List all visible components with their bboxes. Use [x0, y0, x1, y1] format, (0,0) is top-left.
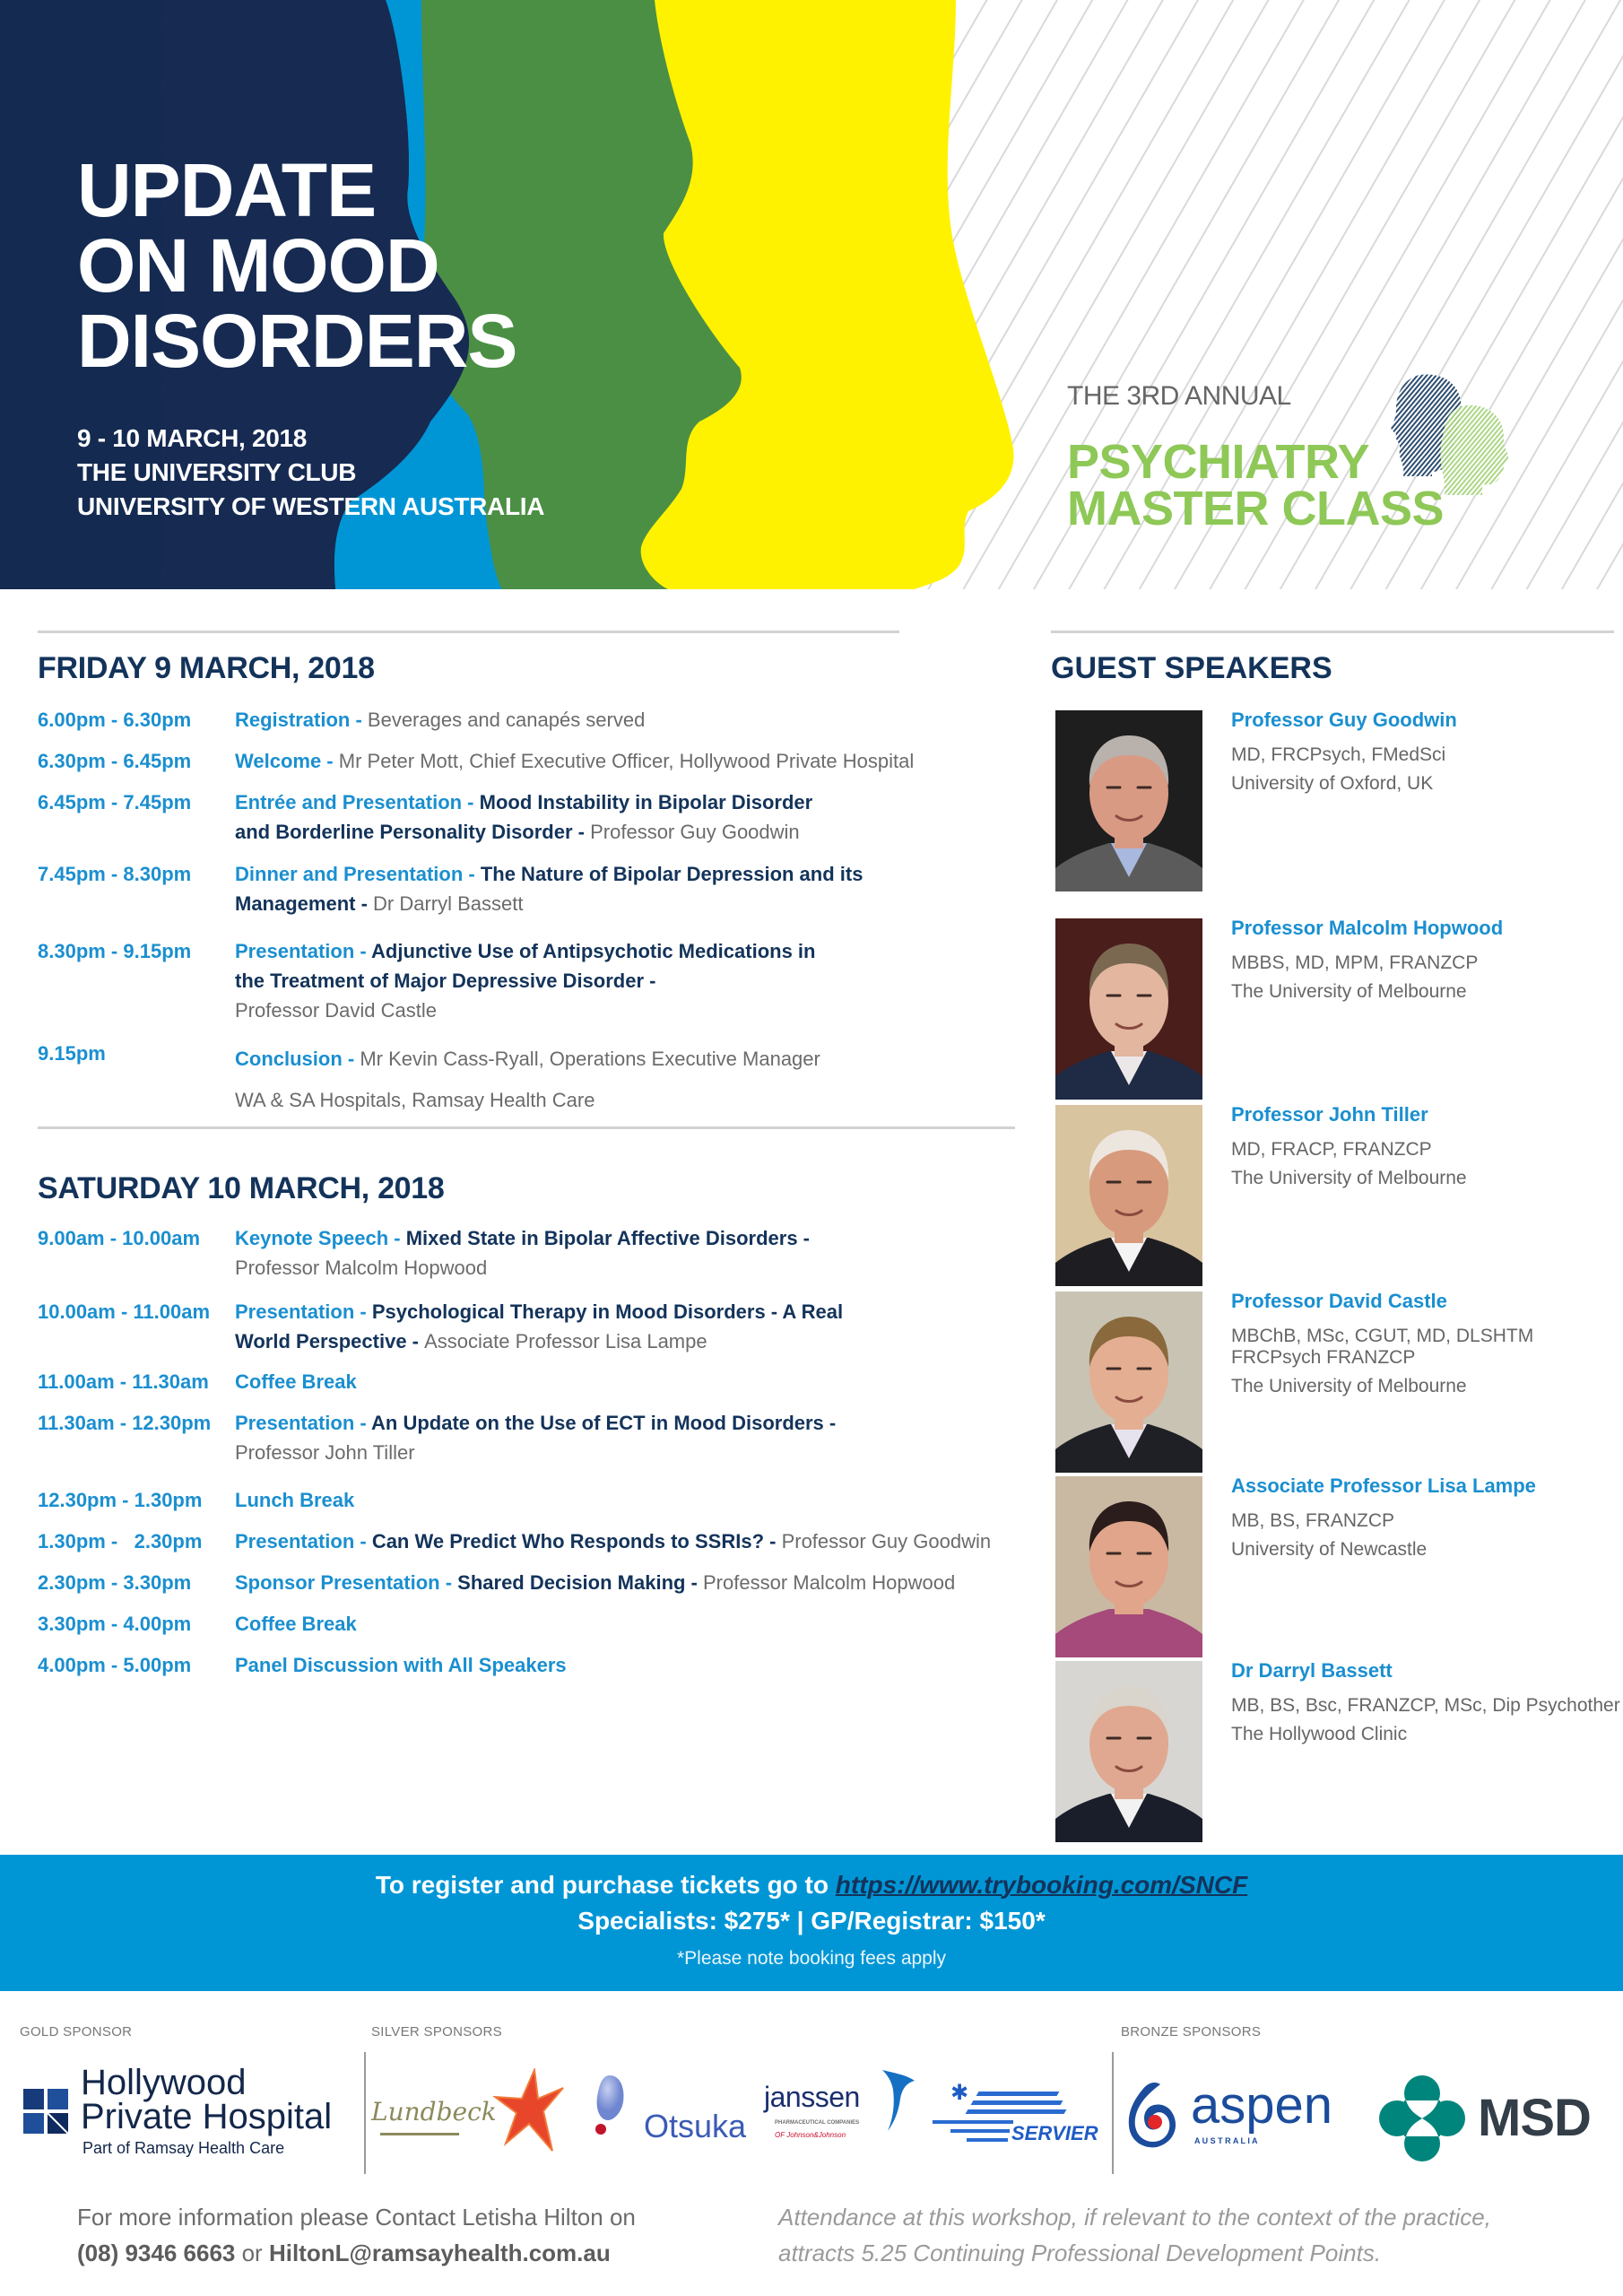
hollywood-window-icon [23, 2089, 68, 2134]
time-slot: 10.00am - 11.00am [38, 1300, 211, 1323]
hollywood-line: Hollywood [81, 2063, 247, 2102]
contact-email[interactable]: HiltonL@ramsayhealth.com.au [268, 2239, 611, 2266]
session-speaker-org: WA & SA Hospitals, Ramsay Health Care [235, 1089, 595, 1111]
speaker-photo [1055, 1661, 1202, 1842]
session-speaker: Beverages and canapés served [367, 709, 646, 731]
schedule-row [38, 859, 1033, 936]
saturday-heading: SATURDAY 10 MARCH, 2018 [38, 1171, 445, 1205]
session-category: Lunch Break [235, 1489, 355, 1511]
portrait-placeholder-icon [1055, 1292, 1202, 1473]
portrait-placeholder-icon [1055, 1476, 1202, 1657]
masterclass-kicker: THE 3RD ANNUAL [1067, 381, 1291, 411]
speaker-name: Professor David Castle [1231, 1290, 1447, 1312]
session-category: Registration - [235, 709, 368, 731]
session-description [235, 746, 1033, 787]
silver-sponsor-label: SILVER SPONSORS [371, 2024, 502, 2039]
speaker-info [1231, 1661, 1623, 1745]
session-description [235, 1223, 845, 1297]
schedule-row [38, 1650, 1033, 1692]
speaker-info [1231, 1476, 1623, 1561]
register-text: To register and purchase tickets go to [375, 1871, 836, 1899]
servier-wordmark: SERVIER [1011, 2122, 1098, 2144]
lundbeck-underline [380, 2133, 459, 2135]
saturday-schedule [38, 1223, 1033, 1692]
speaker-credentials: MB, BS, FRANZCP [1231, 1510, 1395, 1531]
session-description [235, 859, 881, 936]
msd-logo [1379, 2075, 1612, 2165]
session-category: Coffee Break [235, 1613, 357, 1635]
time-slot: 8.30pm - 9.15pm [38, 940, 192, 962]
session-topic: An Update on the Use of ECT in Mood Disorders - [371, 1412, 837, 1434]
masterclass-title-line: PSYCHIATRY [1067, 435, 1370, 489]
session-category: Welcome - [235, 750, 339, 772]
session-topic: Adjunctive Use of Antipsychotic Medications in the Treatment of Major Depressive Disorder - [235, 940, 816, 992]
booking-link[interactable]: https://www.trybooking.com/SNCF [835, 1871, 1248, 1899]
session-topic: Shared Decision Making - [457, 1571, 703, 1594]
session-category: Coffee Break [235, 1370, 357, 1393]
speaker-institution: The University of Melbourne [1231, 1168, 1467, 1188]
session-category: Panel Discussion with All Speakers [235, 1654, 567, 1676]
booking-fee-note: *Please note booking fees apply [676, 1948, 947, 1969]
janssen-swoosh-icon [881, 2068, 916, 2133]
schedule-row [38, 1039, 1033, 1110]
session-category: Keynote Speech - [235, 1227, 406, 1249]
session-category: Presentation - [235, 1300, 372, 1323]
session-speaker: Mr Peter Mott, Chief Executive Officer, Hollywood Private Hospital [338, 750, 915, 772]
title-line: UPDATE [77, 148, 377, 232]
lundbeck-logo [371, 2079, 497, 2144]
session-speaker: Associate Professor Lisa Lampe [424, 1330, 707, 1352]
session-category: Presentation - [235, 1412, 371, 1434]
contact-phone[interactable]: (08) 9346 6663 [77, 2239, 236, 2266]
session-description [235, 705, 1033, 746]
session-category: Presentation - [235, 1530, 372, 1552]
session-description [235, 1039, 1033, 1110]
friday-schedule [38, 705, 1033, 1110]
aspen-australia-logo [1124, 2076, 1340, 2151]
day-divider [38, 1126, 1015, 1129]
speaker-info [1231, 710, 1623, 795]
schedule-top-divider [38, 631, 899, 633]
schedule-row [38, 1223, 1033, 1297]
hollywood-line: Private Hospital [81, 2097, 333, 2136]
speaker-info [1231, 918, 1623, 1003]
title-line: ON MOOD [77, 223, 439, 308]
otsuka-wordmark: Otsuka [644, 2108, 747, 2144]
time-slot: 4.00pm - 5.00pm [38, 1654, 192, 1676]
schedule-row [38, 746, 1033, 787]
servier-logo [933, 2081, 1098, 2154]
time-slot: 11.00am - 11.30am [38, 1370, 209, 1393]
speaker-name: Professor Malcolm Hopwood [1231, 917, 1504, 939]
session-category: Sponsor Presentation - [235, 1571, 458, 1594]
session-speaker: Professor Guy Goodwin [781, 1530, 992, 1552]
hollywood-private-hospital-logo [23, 2063, 346, 2164]
portrait-placeholder-icon [1055, 1661, 1202, 1842]
session-topic: The Nature of Bipolar Depression and its Management - [235, 863, 864, 915]
event-institution: UNIVERSITY OF WESTERN AUSTRALIA [77, 492, 545, 520]
time-slot: 6.30pm - 6.45pm [38, 750, 192, 772]
gold-sponsor-label: GOLD SPONSOR [20, 2024, 133, 2039]
title-line: DISORDERS [77, 299, 517, 383]
speaker-credentials: MD, FRCPsych, FMedSci [1231, 744, 1446, 765]
session-description [235, 1408, 854, 1485]
janssen-parent: OF Johnson&Johnson [775, 2131, 846, 2139]
portrait-placeholder-icon [1055, 710, 1202, 891]
session-description [235, 1485, 1033, 1526]
session-description [235, 1367, 1033, 1408]
schedule-row [38, 1568, 1033, 1609]
starfish-logo-icon [493, 2068, 565, 2154]
speaker-photo [1055, 918, 1202, 1100]
session-category: Presentation - [235, 940, 371, 962]
ticket-prices: Specialists: $275* | GP/Registrar: $150* [577, 1907, 1046, 1935]
session-category: Conclusion - [235, 1048, 360, 1070]
hollywood-name [81, 2063, 333, 2136]
speaker-photo [1055, 1476, 1202, 1657]
contact-details [77, 2235, 636, 2271]
event-date: 9 - 10 MARCH, 2018 [77, 424, 308, 452]
session-speaker: Professor Malcolm Hopwood [235, 1257, 488, 1279]
speaker-name: Professor Guy Goodwin [1231, 709, 1457, 731]
time-slot: 6.45pm - 7.45pm [38, 791, 192, 813]
guest-speakers-heading: GUEST SPEAKERS [1051, 651, 1332, 685]
speakers-top-divider [1051, 631, 1614, 633]
schedule-row [38, 1609, 1033, 1650]
register-line [0, 1871, 1623, 1900]
msd-emblem-icon [1379, 2075, 1465, 2161]
speaker-photo [1055, 1105, 1202, 1286]
speaker-institution: The Hollywood Clinic [1231, 1724, 1408, 1744]
registration-banner [0, 1855, 1623, 1991]
speaker-name: Dr Darryl Bassett [1231, 1659, 1393, 1682]
session-description [235, 1609, 1033, 1650]
speaker-photo [1055, 710, 1202, 891]
session-description [235, 1568, 1033, 1609]
event-title [77, 148, 517, 383]
session-speaker: Mr Kevin Cass-Ryall, Operations Executive Manager [360, 1048, 820, 1070]
schedule-row [38, 705, 1033, 746]
friday-heading: FRIDAY 9 MARCH, 2018 [38, 651, 375, 685]
aspen-country: A U S T R A L I A [1194, 2136, 1258, 2145]
session-speaker: Professor Guy Goodwin [590, 821, 800, 843]
time-slot: 11.30am - 12.30pm [38, 1412, 212, 1434]
contact-info [77, 2199, 636, 2271]
session-description [235, 936, 827, 1039]
speaker-credentials: MBBS, MD, MPM, FRANZCP [1231, 952, 1479, 973]
session-topic: Psychological Therapy in Mood Disorders - A Real World Perspective - [235, 1300, 844, 1352]
session-description [235, 1297, 854, 1367]
session-category: Dinner and Presentation - [235, 863, 481, 885]
otsuka-drop-icon [592, 2075, 628, 2136]
speaker-name: Professor John Tiller [1231, 1103, 1428, 1126]
lundbeck-wordmark: Lundbeck [371, 2097, 497, 2126]
session-topic: Can We Predict Who Responds to SSRIs? - [371, 1530, 782, 1552]
schedule-row [38, 1297, 1033, 1367]
time-slot: 6.00pm - 6.30pm [38, 709, 192, 731]
sponsor-divider [364, 2052, 366, 2174]
speaker-name: Associate Professor Lisa Lampe [1231, 1474, 1536, 1497]
schedule-row [38, 1408, 1033, 1485]
speaker-institution: University of Oxford, UK [1231, 773, 1434, 794]
time-slot: 9.15pm [38, 1042, 106, 1065]
event-details [77, 422, 544, 524]
speaker-info [1231, 1292, 1623, 1397]
speaker-photo [1055, 1292, 1202, 1473]
speaker-institution: University of Newcastle [1231, 1539, 1428, 1560]
schedule-row [38, 1367, 1033, 1408]
cpd-points-note [778, 2199, 1491, 2271]
cpd-line: Attendance at this workshop, if relevant to the context of the practice, [778, 2204, 1491, 2231]
contact-or: or [235, 2239, 269, 2266]
speaker-credentials: MB, BS, Bsc, FRANZCP, MSc, Dip Psychother [1231, 1695, 1620, 1716]
time-slot: 1.30pm - 2.30pm [38, 1530, 203, 1552]
session-category: Entrée and Presentation - [235, 791, 480, 813]
time-slot: 7.45pm - 8.30pm [38, 863, 192, 885]
hero-banner [0, 0, 1623, 589]
session-topic: Mixed State in Bipolar Affective Disorders - [405, 1227, 811, 1249]
schedule-row [38, 1526, 1033, 1568]
otsuka-logo [592, 2075, 753, 2147]
bronze-sponsor-label: BRONZE SPONSORS [1121, 2024, 1262, 2039]
speaker-info [1231, 1105, 1623, 1189]
portrait-placeholder-icon [1055, 918, 1202, 1100]
janssen-logo [764, 2068, 916, 2158]
session-speaker: Dr Darryl Bassett [373, 892, 524, 915]
schedule-row [38, 1485, 1033, 1526]
session-topic: Mood Instability in Bipolar Disorder and Borderline Personality Disorder - [235, 791, 813, 843]
janssen-subtitle: PHARMACEUTICAL COMPANIES [775, 2120, 860, 2126]
aspen-swirl-icon [1124, 2079, 1180, 2151]
janssen-wordmark: janssen [764, 2081, 860, 2113]
time-slot: 12.30pm - 1.30pm [38, 1489, 203, 1511]
hollywood-subline: Part of Ramsay Health Care [82, 2139, 285, 2157]
session-speaker: Professor John Tiller [235, 1441, 415, 1464]
portrait-placeholder-icon [1055, 1105, 1202, 1286]
time-slot: 3.30pm - 4.00pm [38, 1613, 192, 1635]
session-description [235, 1526, 1033, 1568]
schedule-row [38, 936, 1033, 1039]
event-venue: THE UNIVERSITY CLUB [77, 458, 357, 486]
speaker-institution: The University of Melbourne [1231, 1376, 1467, 1396]
speaker-credentials: MBChB, MSc, CGUT, MD, DLSHTM FRCPsych FRANZCP [1231, 1326, 1534, 1368]
schedule-row [38, 787, 1033, 859]
session-description [235, 1650, 1033, 1692]
time-slot: 9.00am - 10.00am [38, 1227, 201, 1249]
cpd-line: attracts 5.25 Continuing Professional Development Points. [778, 2239, 1382, 2266]
session-speaker: Professor Malcolm Hopwood [703, 1571, 956, 1594]
speaker-credentials: MD, FRACP, FRANZCP [1231, 1139, 1432, 1160]
msd-wordmark: MSD [1478, 2089, 1591, 2147]
sponsor-divider [1112, 2052, 1114, 2174]
session-description [235, 787, 827, 859]
speaker-institution: The University of Melbourne [1231, 981, 1467, 1002]
masterclass-title-line: MASTER CLASS [1067, 482, 1445, 535]
contact-text: For more information please Contact Letisha Hilton on [77, 2204, 636, 2231]
servier-star-icon: ✱ [950, 2081, 969, 2105]
time-slot: 2.30pm - 3.30pm [38, 1571, 192, 1594]
session-speaker: Professor David Castle [235, 999, 437, 1022]
two-heads-profile-icon [1385, 373, 1520, 499]
aspen-wordmark: aspen [1191, 2076, 1333, 2135]
